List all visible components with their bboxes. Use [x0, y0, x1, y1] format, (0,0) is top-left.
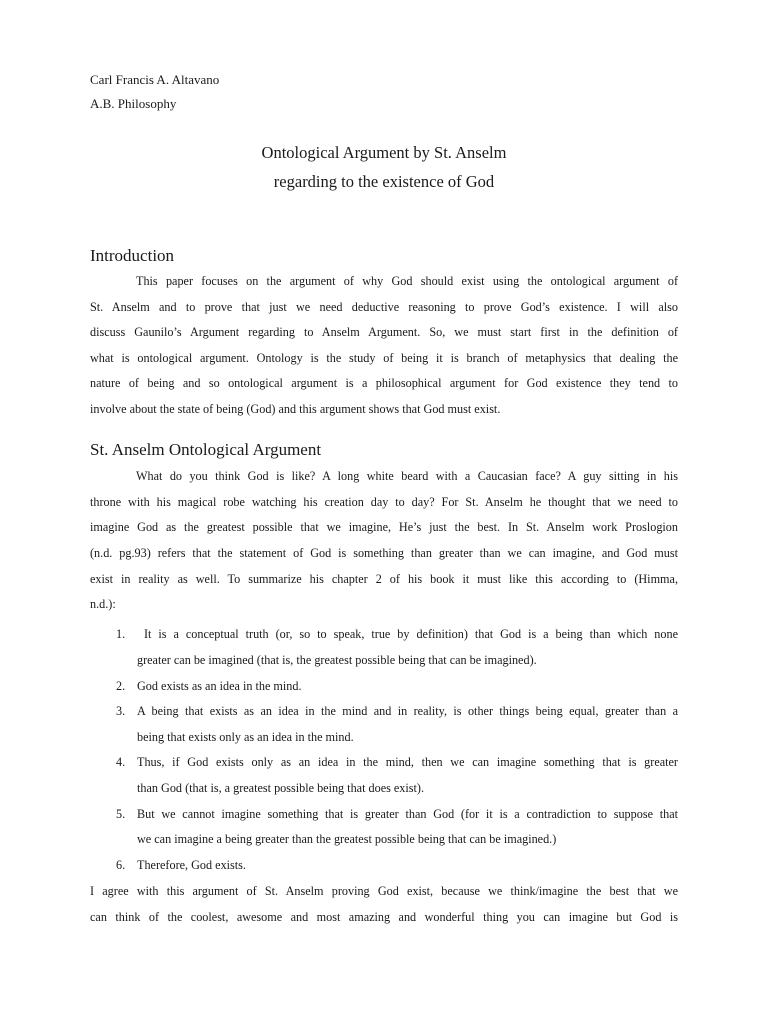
anselm-paragraph-line: imagine God as the greatest possible that we imagine, He’s just the best. In St. Anselm work Proslogion — [90, 520, 678, 534]
list-item-text: Therefore, God exists. — [137, 858, 246, 872]
list-item-text: God exists as an idea in the mind. — [137, 679, 302, 693]
list-item-continuation: being that exists only as an idea in the mind. — [137, 730, 354, 744]
list-item-number: 6. — [116, 858, 126, 872]
anselm-paragraph-line: (n.d. pg.93) refers that the statement of God is something than greater than we can imagine, and God must — [90, 546, 678, 560]
list-item-continuation: we can imagine a being greater than the greatest possible being that can be imagined.) — [137, 832, 557, 846]
anselm-paragraph-line: n.d.): — [90, 597, 116, 611]
intro-paragraph-line: nature of being and so ontological argument is a philosophical argument for God existence they tend to — [90, 376, 678, 390]
intro-paragraph-line: involve about the state of being (God) and this argument shows that God must exist. — [90, 402, 501, 416]
intro-paragraph-line: St. Anselm and to prove that just we need deductive reasoning to prove God’s existence. I will also — [90, 300, 678, 314]
list-item — [116, 852, 678, 878]
anselm-paragraph-line: exist in reality as well. To summarize his chapter 2 of his book it must like this according to (Himma, — [90, 572, 678, 586]
list-item-text: It is a conceptual truth (or, so to speak, true by definition) that God is a being than which none — [137, 627, 678, 641]
anselm-paragraph-line: throne with his magical robe watching his creation day to day? For St. Anselm he thought that we need to — [90, 495, 678, 509]
list-item-number: 2. — [116, 679, 126, 693]
document-title-line-1: Ontological Argument by St. Anselm — [261, 143, 507, 162]
list-item — [116, 698, 678, 724]
section-heading-anselm: St. Anselm Ontological Argument — [90, 440, 322, 459]
author-name: Carl Francis A. Altavano — [90, 72, 220, 87]
closing-paragraph-line: can think of the coolest, awesome and most amazing and wonderful thing you can imagine but God is — [90, 910, 678, 924]
anselm-paragraph-line: What do you think God is like? A long white beard with a Caucasian face? A guy sitting in his — [136, 469, 678, 483]
list-item-text: But we cannot imagine something that is greater than God (for it is a contradiction to suppose that — [137, 807, 678, 821]
intro-paragraph-line: what is ontological argument. Ontology is the study of being it is branch of metaphysics that dealing the — [90, 351, 678, 365]
list-item — [116, 673, 678, 699]
document-title-line-2: regarding to the existence of God — [273, 172, 495, 191]
list-item-number: 1. — [116, 627, 126, 641]
list-item — [116, 801, 678, 827]
intro-paragraph-line: discuss Gaunilo’s Argument regarding to Anselm Argument. So, we must start first in the definition of — [90, 325, 678, 339]
list-item-text: A being that exists as an idea in the mind and in reality, is other things being equal, greater than a — [137, 704, 678, 718]
section-heading-introduction: Introduction — [90, 246, 175, 265]
list-item-number: 5. — [116, 807, 126, 821]
closing-paragraph-line: I agree with this argument of St. Anselm proving God exist, because we think/imagine the best that we — [90, 884, 678, 898]
list-item-continuation: than God (that is, a greatest possible being that does exist). — [137, 781, 425, 795]
author-program: A.B. Philosophy — [90, 96, 177, 111]
list-item — [116, 749, 678, 775]
list-item — [116, 621, 678, 647]
intro-paragraph-line: This paper focuses on the argument of why God should exist using the ontological argument of — [136, 274, 678, 288]
list-item-text: Thus, if God exists only as an idea in the mind, then we can imagine something that is greater — [137, 755, 678, 769]
list-item-number: 4. — [116, 755, 126, 769]
list-item-continuation: greater can be imagined (that is, the greatest possible being that can be imagined). — [137, 653, 537, 667]
list-item-number: 3. — [116, 704, 126, 718]
